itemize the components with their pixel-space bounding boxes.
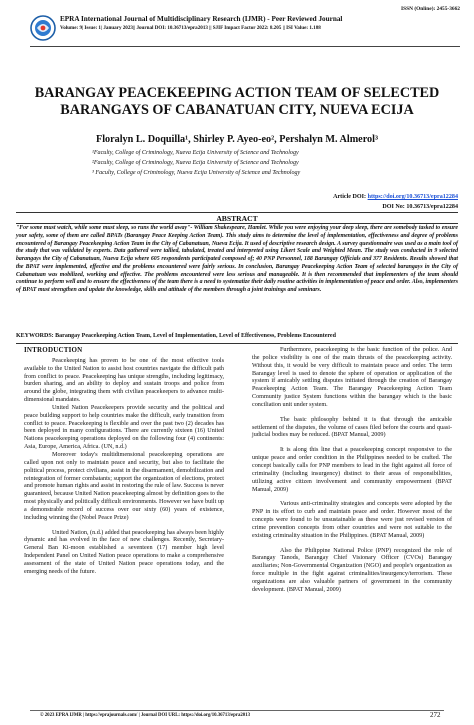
paragraph: The basic philosophy behind it is that through the amicable settlement of the disputes, the volume of cases filed before the courts and quasi-judicial bodies may be reduced. (BPAT Manual, 2009) [252,416,452,439]
epra-logo-icon [30,15,56,41]
paragraph: Various anti-criminality strategies and concepts were adopted by the PNP in its effort to curb and maintain peace and order. However most of the concepts were found to be unsustainable as these were just revised version of crime prevention concepts from other countries and were not suitable to the existing criminality situation in the Philippines. (BPAT Manual, 2009) [252,501,452,539]
affiliation-3: ³ Faculty, College of Criminology, Nueva Ecija University of Science and Technology [92,170,301,176]
page-number: 272 [430,711,441,719]
abstract-heading: ABSTRACT [216,214,258,223]
doi-number: DOI No: 10.36713/epra12284 [382,204,458,210]
keywords: KEYWORDS: Barangay Peacekeeping Action Team, Level of Implementation, Level of Effectiveness, Problems Encountered [16,333,336,339]
paragraph: United Nation Peacekeepers provide security and the political and peace building support to help countries make the difficult, early transition from conflict to peace. Peacekeeping is flexible and over the past two (2) decades has been deployed in many configurations. There are currently sixteen (16) United Nations peacekeeping operations deployed on the following four (4) continents: Asia, Europe, America, Africa. (UN, n.d.) [24,404,224,451]
abstract-heading-divider [16,223,458,224]
journal-header [60,15,460,32]
paper-title: BARANGAY PEACEKEEPING ACTION TEAM OF SELECTED BARANGAYS OF CABANATUAN CITY, NUEVA ECIJA [34,85,440,118]
footer-divider [30,710,444,711]
left-column [24,347,224,577]
affiliation-2: ²Faculty, College of Criminology, Nueva Ecija University of Science and Technology [92,160,299,166]
paragraph: Peacekeeping has proven to be one of the most effective tools available to the United Nation to assist host countries navigate the difficult path from conflict to peace. Peacekeeping has unique strengths, including legitimacy, burden sharing, and an ability to deploy and sustain troops and police from around the globe, integrating them with civilian peacekeepers to advance multi-dimensional mandates. [24,357,224,404]
journal-title: EPRA International Journal of Multidisciplinary Research (IJMR) - Peer Reviewed Journal [60,15,343,23]
author-list: Floralyn L. Doquilla¹, Shirley P. Ayeo-eo², Pershalyn M. Almerol³ [95,134,379,145]
right-column [252,347,452,595]
abstract-top-divider [16,212,458,213]
keywords-divider [16,343,458,344]
paragraph: Furthermore, peacekeeping is the basic function of the police. And the police visibility is one of the main thrusts of the peacekeeping activity. Without this, it would be very difficult to maintain peace and order. The term Barangay level is used to denote the sphere of operation or application of the system if amicably settling disputes initiated through the creation of Barangay Peacekeeping Action Team. The Barangay Peacekeeping Action Team Community justice System functions within the barangay which is the basic conciliation unit under system. [252,347,452,408]
journal-meta: Volume: 9| Issue: 1| January 2023|| Journal DOI: 10.36713/epra2013 || SJIF Impact Factor 2022: 8.205 || ISI Value: 1.188 [60,25,321,31]
introduction-heading: INTRODUCTION [24,346,83,354]
footer-text: © 2023 EPRA IJMR | https://eprajournals.com/ | Journal DOI URL: https://doi.org/10.36713/epra2013 [40,713,250,718]
abstract-text: "For some must watch, while some must sleep, so runs the world away"- William Shakespeare, Hamlet. While you were enjoying your deep sleep, there are somebody tasked to ensure your safety, some of them are called BPATs (Barangay Peace Keeping Action Team). This study aims to determine the level of implementation, effectiveness and degree of problems encountered of Barangay Peacekeeping Action Team in the City of Cabanatuan, Nueva Ecija. It used of descriptive research design. A survey questionnaire was used as a main tool of the study that was validated by experts. Data gathered were tallied, tabulated, treated and interpreted using Likert Scale and Weighted Mean. The study was conducted in 9 selected barangays the City of Cabanatuan, Nueva Ecija where 605 respondents participated composed of; 40 PNP Personnel, 188 Barangay Officials and 377 Residents. Results showed that the BPAT were implemented, effective and the problems encountered were fairly serious. In conclusion, Barangay Peacekeeping Action Team of selected barangays in the City of Cabanatuan was mobilized, working and effective. The problems encountered were less serious and manageable. It is then recommended that implementers of the team should continue to perform well and to ensure the effectiveness of the team there is a need to systematize their daily routine activities in implementation of peace and order. Also, implementers of BPAT must strengthen and update the knowledge, skills and attitude of the members through a joint trainings and seminars. [16,225,458,293]
article-doi-label: Article DOI: [333,194,368,200]
paragraph: United Nation, (n.d.) added that peacekeeping has always been highly dynamic and has evolved in the face of new challenges. Recently, Secretary-General Ban Ki-moon established a seventeen (17) member high level Independent Panel on United Nation peace operations to make a comprehensive assessment of the state of United Nation peace operations today, and the emerging needs of the future. [24,529,224,575]
article-doi-link[interactable]: https://doi.org/10.36713/epra12284 [367,194,458,200]
issn-label: ISSN (Online): 2455-3662 [400,6,460,12]
paragraph: It is along this line that a peacekeeping concept responsive to the unique peace and order condition in the Philippines needed to be crafted. The concept basically calls for PNP members to lead in the fight against all force of criminality (including insurgency) distinct to their areas of responsibilities, utilizing active citizen involvement and community empowerment (BPAT Manual, 2009) [252,447,452,493]
header-divider [30,46,460,47]
paragraph: Also the Philippine National Police (PNP) recognized the role of Barangay Tanods, Barangay Chief Visionary Officer (CVOs) Barangay auxiliaries; Non-Governmental Organization (NGO) and people's organization as force multiple in the fight against criminalities/insurgency/terrorism. These organizations are also valuable partners of government in the community development. (BPAT Manual, 2009) [252,547,452,593]
article-doi [333,194,458,200]
paragraph: Moreover today's multidimensional peacekeeping operations are called upon not only to maintain peace and security, but also to facilitate the political process, protect civilians, assist in the disarmament, demobilization and reintegration of former combatants; support the organization of elections, protect and promote human rights and assist in restoring the rule of law. Success is never guaranteed, because United Nation peacekeeping almost by definition goes to the most physically and politically difficult environments. However we have built up a demonstrable record of success over our sixty (60) years of existence, including winning the (Nobel Peace Prize) [24,451,225,521]
affiliation-1: ¹Faculty, College of Criminology, Nueva Ecija University of Science and Technology [92,150,299,156]
